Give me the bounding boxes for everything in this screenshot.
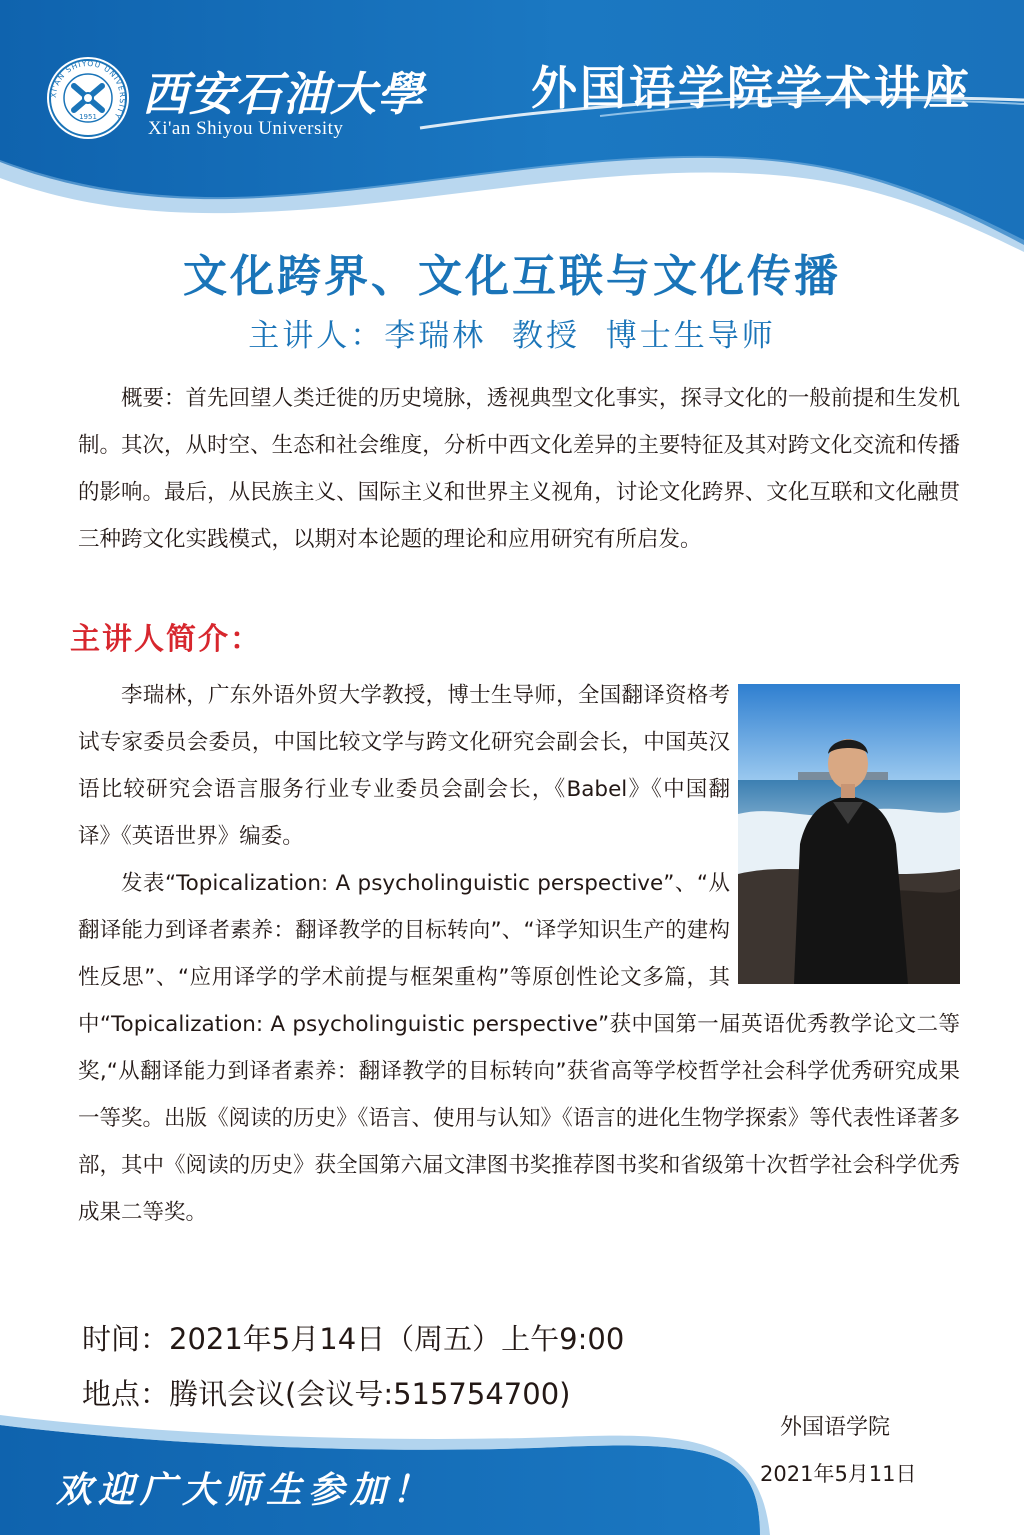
university-name-cn: 西安石油大學	[142, 67, 424, 121]
welcome-slogan: 欢迎广大师生参加！	[56, 1470, 435, 1511]
svg-text:1951: 1951	[79, 113, 97, 121]
bio-heading: 主讲人简介：	[70, 622, 262, 657]
issue-date: 2021年5月11日	[760, 1462, 917, 1486]
abstract-paragraph: 概要：首先回望人类迁徙的历史境脉，透视典型文化事实，探寻文化的一般前提和生发机制。其次，从时空、生态和社会维度，分析中西文化差异的主要特征及其对跨文化交流和传播的影响。最后，从民族主义、国际主义和世界主义视角，讨论文化跨界、文化互联和文化融贯三种跨文化实践模式，以期对本论题的理论和应用研究有所启发。	[78, 386, 960, 552]
speaker-line: 主讲人：李瑞林 教授 博士生导师	[248, 318, 776, 354]
svg-text:XI'AN SHIYOU UNIVERSITY: XI'AN SHIYOU UNIVERSITY	[48, 58, 128, 121]
bio-paragraph-1: 李瑞林，广东外语外贸大学教授，博士生导师，全国翻译资格考试专家委员会委员，中国比较文学与跨文化研究会副会长，中国英汉语比较研究会语言服务行业专业委员会副会长，《Babel》《中国翻译》《英语世界》编委。	[78, 683, 730, 849]
lecture-title: 文化跨界、文化互联与文化传播	[183, 251, 841, 302]
series-title: 外国语学院学术讲座	[531, 61, 972, 115]
university-seal-logo	[46, 56, 130, 140]
bio-paragraph-2: 发表“Topicalization: A psycholinguistic perspective”、“从翻译能力到译者素养：翻译教学的目标转向”、“译学知识生产的建构性反思”、“应用译学的学术前提与框架重构”等原创性论文多篇，其中“Topicalization: A psycholinguistic perspective”获中国第一届英语优秀教学论文二等奖,“从翻译能力到译者素养：翻译教学的目标转向”获省高等学校哲学社会科学优秀研究成果一等奖。出版《阅读的历史》《语言、使用与认知》《语言的进化生物学探索》等代表性译著多部，其中《阅读的历史》获全国第六届文津图书奖推荐图书奖和省级第十次哲学社会科学优秀成果二等奖。	[78, 871, 960, 1225]
event-time: 时间：2021年5月14日（周五）上午9:00	[82, 1322, 625, 1356]
bio-section	[78, 672, 960, 1236]
event-place: 地点：腾讯会议(会议号:515754700)	[82, 1377, 571, 1411]
organizer-name: 外国语学院	[780, 1415, 891, 1440]
speaker-photo	[738, 684, 960, 984]
university-name-en: Xi'an Shiyou University	[148, 118, 344, 139]
